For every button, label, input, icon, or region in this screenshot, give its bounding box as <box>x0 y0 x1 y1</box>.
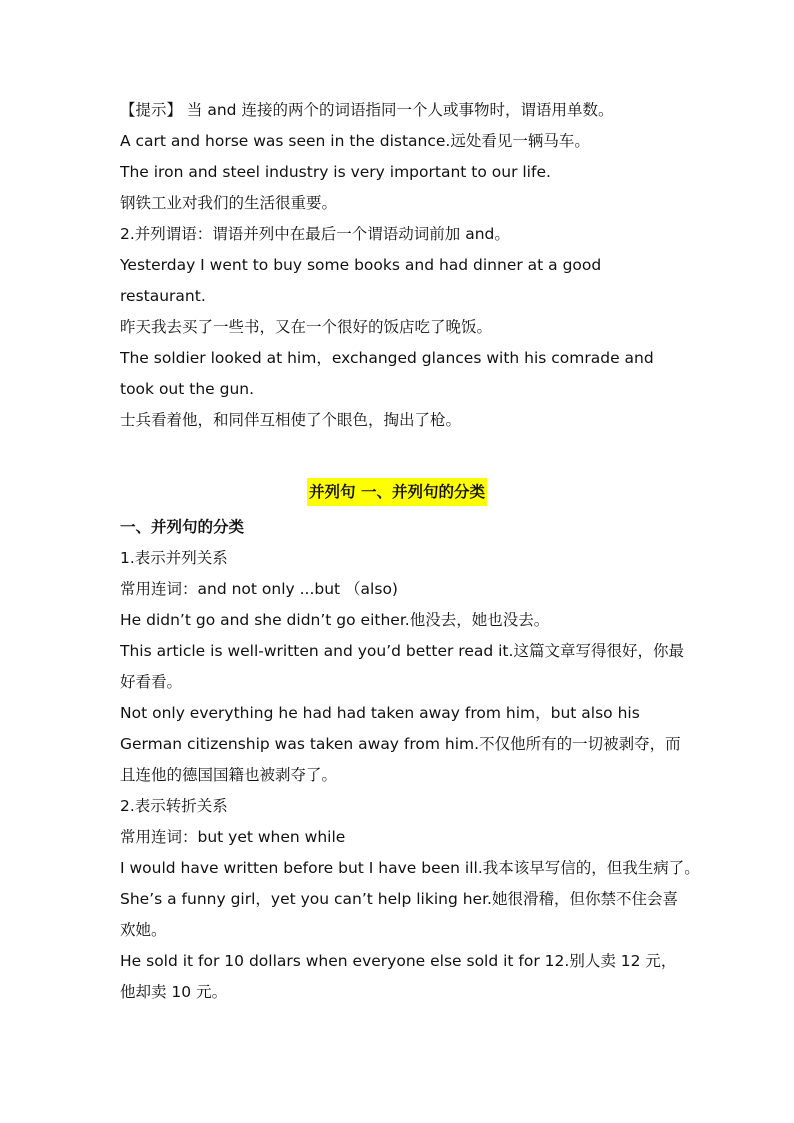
text-line: The soldier looked at him，exchanged glances with his comrade and <box>120 349 654 367</box>
text-line: He didn’t go and she didn’t go either.他没去，她也没去。 <box>120 611 550 629</box>
text-line: took out the gun. <box>120 380 255 398</box>
text-line: restaurant. <box>120 287 206 305</box>
text-line: 昨天我去买了一些书，又在一个很好的饭店吃了晚饭。 <box>120 318 493 336</box>
text-line: 钢铁工业对我们的生活很重要。 <box>120 194 338 212</box>
text-line: The iron and steel industry is very important to our life. <box>120 163 551 181</box>
text-line: 常用连词：and not only ...but （also) <box>120 580 398 598</box>
tip-line: 【提示】 当 and 连接的两个的词语指同一个人或事物时，谓语用单数。 <box>120 101 614 119</box>
text-line: Yesterday I went to buy some books and had dinner at a good <box>120 256 602 274</box>
text-line: Not only everything he had had taken away from him，but also his <box>120 704 640 722</box>
text-line: 2.并列谓语：谓语并列中在最后一个谓语动词前加 and。 <box>120 225 510 243</box>
highlight-title-wrap <box>0 478 794 506</box>
section-b <box>120 512 700 1008</box>
text-line: He sold it for 10 dollars when everyone else sold it for 12.别人卖 12 元， <box>120 952 677 970</box>
text-line: 士兵看着他，和同伴互相使了个眼色，掏出了枪。 <box>120 411 462 429</box>
text-line: 2.表示转折关系 <box>120 797 228 815</box>
section-a <box>120 95 700 436</box>
text-line: A cart and horse was seen in the distance.远处看见一辆马车。 <box>120 132 590 150</box>
text-line: 1.表示并列关系 <box>120 549 228 567</box>
text-line: I would have written before but I have been ill.我本该早写信的，但我生病了。 <box>120 859 700 877</box>
text-line: She’s a funny girl，yet you can’t help liking her.她很滑稽，但你禁不住会喜 <box>120 890 678 908</box>
section-heading: 一、并列句的分类 <box>120 518 245 536</box>
text-line: This article is well-written and you’d better read it.这篇文章写得很好，你最 <box>120 642 684 660</box>
highlighted-title: 并列句 一、并列句的分类 <box>307 478 487 506</box>
text-line: German citizenship was taken away from him.不仅他所有的一切被剥夺，而 <box>120 735 681 753</box>
text-line: 好看看。 <box>120 673 183 691</box>
text-line: 欢她。 <box>120 921 167 939</box>
text-line: 且连他的德国国籍也被剥夺了。 <box>120 766 338 784</box>
text-line: 他却卖 10 元。 <box>120 983 228 1001</box>
text-line: 常用连词：but yet when while <box>120 828 346 846</box>
